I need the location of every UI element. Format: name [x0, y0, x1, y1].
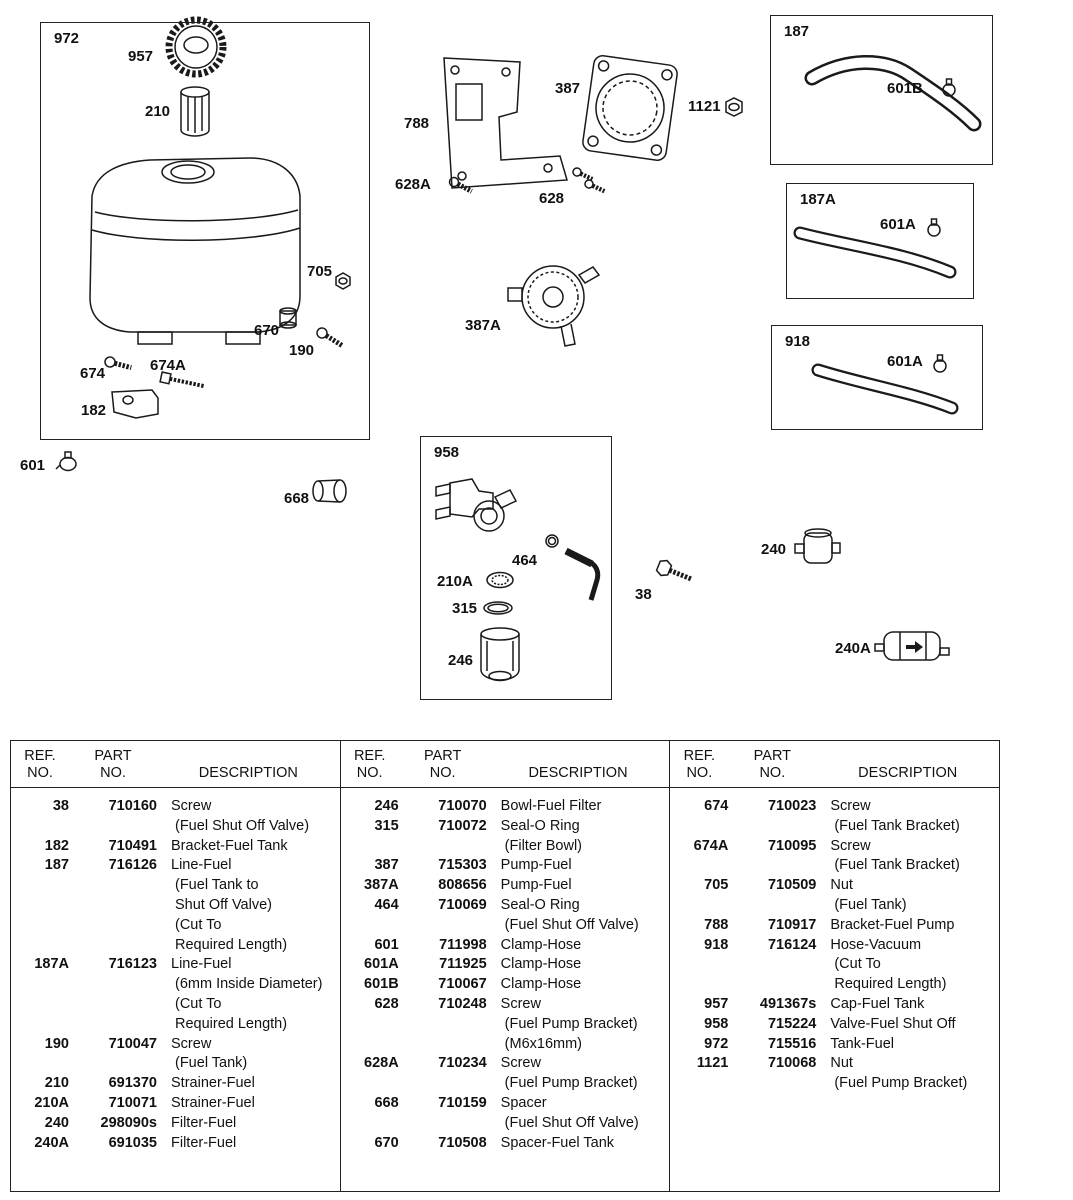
- part-header-line2: NO.: [759, 765, 786, 781]
- pump-bracket-drawing: [444, 58, 567, 188]
- callout-668: 668: [284, 490, 310, 507]
- fuel-filter-drawing: [795, 529, 840, 563]
- part-no: 710070: [438, 798, 487, 814]
- description: Line-Fuel (6mm Inside Diameter) (Cut To Required Length): [171, 956, 323, 1032]
- ref-no: 182: [44, 837, 69, 854]
- ref-no: 1121: [696, 1055, 729, 1072]
- callout-387: 387: [555, 80, 581, 97]
- callout-1121: 1121: [688, 98, 721, 115]
- fuel-pump-round-drawing: [508, 266, 599, 346]
- valve-screw-drawing: [655, 558, 694, 586]
- box-187: [770, 15, 993, 165]
- ref-header-line1: REF.: [353, 748, 386, 764]
- box-label-918: 918: [785, 333, 811, 350]
- part-no: 710234: [438, 1055, 487, 1072]
- ref-no: 187A: [34, 956, 69, 973]
- description: Strainer-Fuel: [171, 1075, 255, 1092]
- table-row: [341, 1134, 670, 1154]
- description: Bowl-Fuel Filter: [500, 798, 602, 814]
- part-no: 715303: [438, 857, 487, 874]
- table-row: [341, 876, 670, 896]
- callout-628A: 628A: [395, 176, 431, 193]
- callout-240: 240: [761, 541, 787, 558]
- fuel-pump-drawing: [582, 55, 679, 162]
- ref-no: 601B: [364, 976, 399, 993]
- ref-no: 240: [44, 1114, 69, 1131]
- ref-no: 246: [374, 798, 399, 814]
- ref-no: 315: [374, 817, 399, 834]
- description: Seal-O Ring (Filter Bowl): [500, 817, 583, 854]
- ref-no: 387: [374, 857, 399, 874]
- callout-210: 210: [145, 103, 171, 120]
- table-row: [11, 1094, 340, 1114]
- ref-header-line1: REF.: [24, 748, 56, 764]
- description: Screw (Fuel Pump Bracket): [500, 1055, 638, 1092]
- description: Filter-Fuel: [171, 1114, 237, 1131]
- box-label-187A: 187A: [800, 191, 836, 208]
- part-header-line1: PART: [94, 748, 132, 764]
- table-row: [670, 936, 999, 995]
- part-no: 710095: [767, 837, 817, 854]
- part-no: 710047: [108, 1035, 157, 1052]
- table-row: [11, 1114, 340, 1134]
- part-no: 710491: [108, 837, 157, 854]
- description-header: DESCRIPTION: [858, 765, 958, 781]
- description: Line-Fuel (Fuel Tank to Shut Off Valve) (Cut To Required Length): [171, 857, 288, 953]
- description: Filter-Fuel: [171, 1134, 237, 1151]
- description: Seal-O Ring (Fuel Shut Off Valve): [500, 896, 639, 933]
- description: Screw (Fuel Tank Bracket): [830, 837, 960, 874]
- part-no: 491367s: [759, 995, 817, 1012]
- pump-nut-drawing: [726, 98, 742, 116]
- parts-table-column-3: [669, 741, 999, 1191]
- callout-601A: 601A: [880, 216, 916, 233]
- table-row: [341, 955, 670, 975]
- description: Clamp-Hose: [500, 976, 582, 993]
- ref-header-line1: REF.: [683, 748, 716, 764]
- description: Bracket-Fuel Pump: [830, 916, 955, 933]
- table-header: [670, 741, 999, 788]
- table-body: [670, 788, 999, 1094]
- part-no: 710023: [767, 798, 817, 814]
- callout-670: 670: [254, 322, 280, 339]
- part-no: 716126: [108, 857, 157, 874]
- part-no: 711925: [439, 956, 487, 973]
- description: Clamp-Hose: [500, 936, 582, 953]
- callout-210A: 210A: [437, 573, 473, 590]
- description: Spacer (Fuel Shut Off Valve): [500, 1094, 639, 1131]
- part-no: 710917: [767, 916, 817, 933]
- part-no: 710160: [108, 798, 157, 814]
- valve-spacer-drawing: [313, 480, 346, 502]
- table-row: [670, 837, 999, 877]
- callout-387A: 387A: [465, 317, 501, 334]
- pump-screw-drawing: [584, 179, 606, 195]
- table-row: [11, 1134, 340, 1154]
- description: Screw (Fuel Tank Bracket): [830, 798, 960, 834]
- ref-no: 674: [704, 798, 729, 814]
- ref-no: 705: [704, 877, 729, 894]
- table-row: [11, 797, 340, 837]
- description: Strainer-Fuel: [171, 1094, 255, 1111]
- part-no: 710071: [108, 1094, 157, 1111]
- ref-header-line2: NO.: [356, 765, 383, 781]
- ref-no-header: [670, 748, 728, 782]
- callout-957: 957: [128, 48, 154, 65]
- callout-674A: 674A: [150, 357, 186, 374]
- table-row: [670, 1015, 999, 1035]
- ref-no: 918: [704, 936, 729, 953]
- ref-no: 210: [44, 1075, 69, 1092]
- table-row: [670, 876, 999, 916]
- table-row: [11, 856, 340, 955]
- table-row: [11, 955, 340, 1034]
- table-row: [341, 896, 670, 936]
- parts-table-column-1: [11, 741, 340, 1191]
- table-row: [670, 995, 999, 1015]
- table-row: [11, 1074, 340, 1094]
- table-header: [341, 741, 670, 788]
- part-no: 710248: [438, 995, 487, 1012]
- box-918: [771, 325, 983, 430]
- table-row: [341, 1054, 670, 1094]
- table-row: [341, 817, 670, 857]
- part-no: 711998: [439, 936, 487, 953]
- description: Spacer-Fuel Tank: [500, 1134, 615, 1151]
- box-label-972: 972: [54, 30, 80, 47]
- callout-601B: 601B: [887, 80, 923, 97]
- part-no: 691370: [108, 1075, 157, 1092]
- callout-315: 315: [452, 600, 478, 617]
- part-no: 710159: [438, 1094, 487, 1111]
- part-no: 715224: [767, 1015, 817, 1032]
- ref-header-line2: NO.: [686, 765, 713, 781]
- parts-table-column-2: [340, 741, 670, 1191]
- part-no: 710069: [438, 896, 487, 913]
- box-label-187: 187: [784, 23, 810, 40]
- description: Nut (Fuel Pump Bracket): [830, 1055, 968, 1092]
- description-header: DESCRIPTION: [198, 765, 298, 781]
- ref-no: 958: [704, 1015, 729, 1032]
- ref-no: 628: [374, 995, 399, 1012]
- part-no: 298090s: [100, 1114, 157, 1131]
- table-row: [341, 995, 670, 1054]
- description: Nut (Fuel Tank): [830, 877, 907, 913]
- callout-674: 674: [80, 365, 106, 382]
- part-header-line2: NO.: [100, 765, 126, 781]
- ref-no: 788: [704, 916, 729, 933]
- table-row: [11, 1035, 340, 1075]
- ref-no: 601A: [364, 956, 399, 973]
- box-label-958: 958: [434, 444, 460, 461]
- callout-628: 628: [539, 190, 565, 207]
- part-no: 710067: [438, 976, 487, 993]
- part-no: 716124: [767, 936, 817, 953]
- callout-788: 788: [404, 115, 430, 132]
- part-no: 808656: [438, 877, 487, 894]
- ref-no: 464: [374, 896, 399, 913]
- ref-no: 601: [374, 936, 399, 953]
- description: Screw (Fuel Tank): [171, 1035, 248, 1072]
- part-no: 715516: [767, 1035, 817, 1052]
- ref-no: 187: [44, 857, 69, 874]
- ref-no: 670: [374, 1134, 399, 1151]
- callout-38: 38: [635, 586, 652, 603]
- table-row: [341, 936, 670, 956]
- part-header-line1: PART: [753, 748, 792, 764]
- part-no: 691035: [108, 1134, 157, 1151]
- ref-no: 957: [704, 995, 729, 1012]
- table-row: [670, 1035, 999, 1055]
- description: Clamp-Hose: [500, 956, 582, 973]
- ref-no: 972: [704, 1035, 729, 1052]
- description: Pump-Fuel: [500, 877, 572, 894]
- part-header-line1: PART: [424, 748, 462, 764]
- description: Screw (Fuel Pump Bracket) (M6x16mm): [500, 995, 638, 1052]
- ref-no: 210A: [34, 1094, 69, 1111]
- ref-no: 668: [374, 1094, 399, 1111]
- ref-no: 387A: [364, 877, 399, 894]
- callout-601A: 601A: [887, 353, 923, 370]
- table-row: [341, 797, 670, 817]
- ref-no: 674A: [693, 837, 729, 854]
- description: Cap-Fuel Tank: [830, 995, 925, 1012]
- table-row: [670, 1054, 999, 1094]
- part-no: 710508: [438, 1134, 487, 1151]
- table-row: [670, 916, 999, 936]
- table-row: [670, 797, 999, 837]
- ref-no: 38: [52, 798, 69, 814]
- table-row: [11, 837, 340, 857]
- ref-no: 240A: [34, 1134, 69, 1151]
- callout-705: 705: [307, 263, 333, 280]
- ref-no-header: [341, 748, 399, 782]
- part-no-header: [399, 748, 487, 782]
- ref-no: 628A: [364, 1055, 399, 1072]
- callout-182: 182: [81, 402, 107, 419]
- part-header-line2: NO.: [429, 765, 456, 781]
- table-body: [341, 788, 670, 1153]
- callout-190: 190: [289, 342, 315, 359]
- description-header: DESCRIPTION: [528, 765, 628, 781]
- part-no-header: [69, 748, 157, 782]
- description: Bracket-Fuel Tank: [171, 837, 288, 854]
- inline-fuel-filter-drawing: [875, 632, 949, 660]
- table-row: [341, 856, 670, 876]
- description: Screw (Fuel Shut Off Valve): [171, 798, 310, 834]
- description: Valve-Fuel Shut Off: [830, 1015, 956, 1032]
- part-no: 716123: [108, 956, 157, 973]
- callout-464: 464: [512, 552, 538, 569]
- ref-header-line2: NO.: [27, 765, 53, 781]
- parts-table: [10, 740, 1000, 1192]
- callout-601: 601: [20, 457, 46, 474]
- part-no: 710509: [767, 877, 817, 894]
- table-row: [341, 975, 670, 995]
- part-no-header: [728, 748, 816, 782]
- part-no: 710072: [438, 817, 487, 834]
- callout-240A: 240A: [835, 640, 871, 657]
- table-header: [11, 741, 340, 788]
- description: Hose-Vacuum (Cut To Required Length): [830, 936, 947, 993]
- description: Pump-Fuel: [500, 857, 572, 874]
- hose-clamp-icon: [56, 452, 76, 471]
- description: Tank-Fuel: [830, 1035, 895, 1052]
- box-187A: [786, 183, 974, 299]
- table-row: [341, 1094, 670, 1134]
- callout-246: 246: [448, 652, 474, 669]
- pump-screw-a-drawing: [448, 176, 474, 195]
- ref-no: 190: [44, 1035, 69, 1052]
- ref-no-header: [11, 748, 69, 782]
- part-no: 710068: [767, 1055, 817, 1072]
- table-body: [11, 788, 340, 1153]
